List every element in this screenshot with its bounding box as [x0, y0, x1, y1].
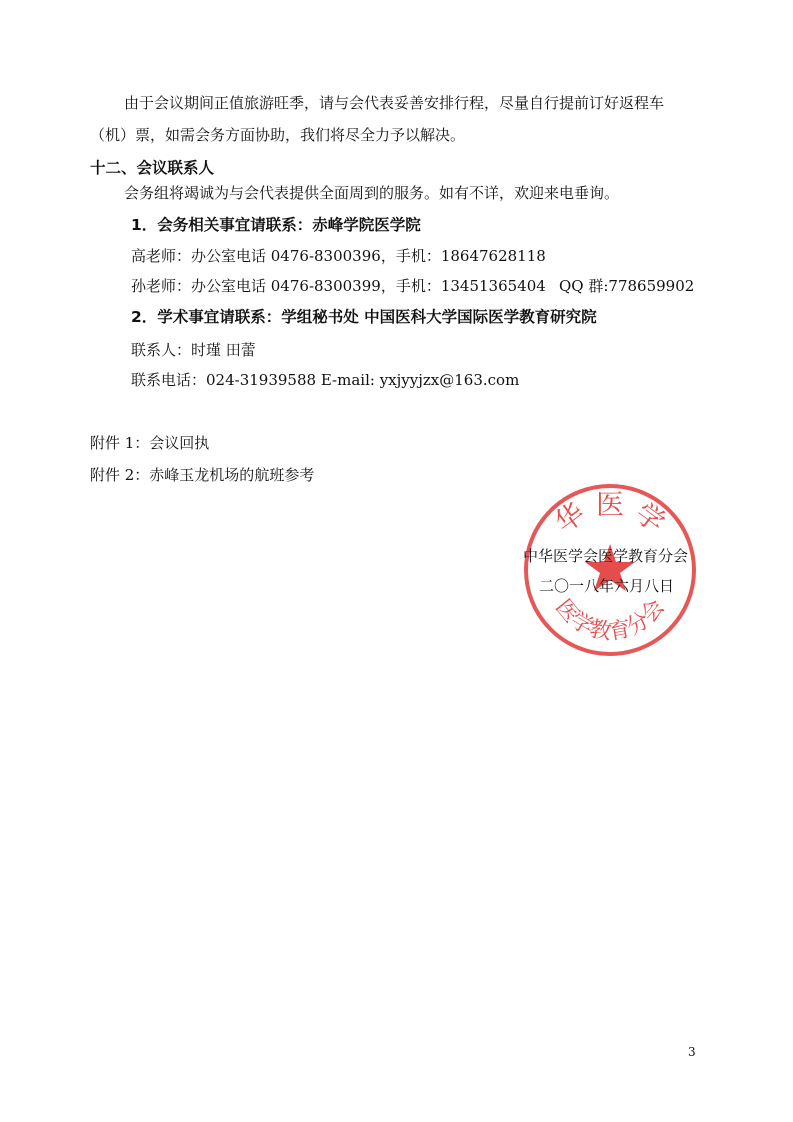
qq-group: QQ 群:778659902: [559, 277, 695, 295]
seal-text-bottom: 医学教育分会: [550, 594, 670, 646]
contact-sun: 孙老师：办公室电话 0476-8300399，手机：13451365404: [131, 277, 546, 295]
section-heading: 十二、会议联系人: [90, 159, 215, 177]
section-intro: 会务组将竭诚为与会代表提供全面周到的服务。如有不详，欢迎来电垂询。: [124, 184, 620, 202]
signature-organization: 中华医学会医学教育分会: [523, 547, 689, 565]
contact-gao: 高老师：办公室电话 0476-8300396，手机：18647628118: [131, 247, 546, 265]
signature-date: 二〇一八年六月八日: [539, 577, 675, 595]
contact-people: 联系人：时瑾 田蕾: [131, 341, 256, 359]
official-seal-stamp: [520, 480, 700, 660]
travel-paragraph-line1: 由于会议期间正值旅游旺季，请与会代表妥善安排行程，尽量自行提前订好返程车: [124, 94, 665, 112]
contact-phone-email: 联系电话：024-31939588 E-mail: yxjyyjzx@163.com: [131, 371, 520, 389]
page-number: 3: [688, 1045, 696, 1059]
contact-item2-heading: 2．学术事宜请联系：学组秘书处 中国医科大学国际医学教育研究院: [131, 308, 597, 326]
attachment-2: 附件 2：赤峰玉龙机场的航班参考: [90, 466, 315, 484]
contact-item1-heading: 1．会务相关事宜请联系：赤峰学院医学院: [131, 216, 421, 234]
seal-text-top: 华 医 学: [548, 488, 672, 540]
travel-paragraph-line2: （机）票，如需会务方面协助，我们将尽全力予以解决。: [90, 126, 466, 144]
attachment-1: 附件 1：会议回执: [90, 434, 210, 452]
